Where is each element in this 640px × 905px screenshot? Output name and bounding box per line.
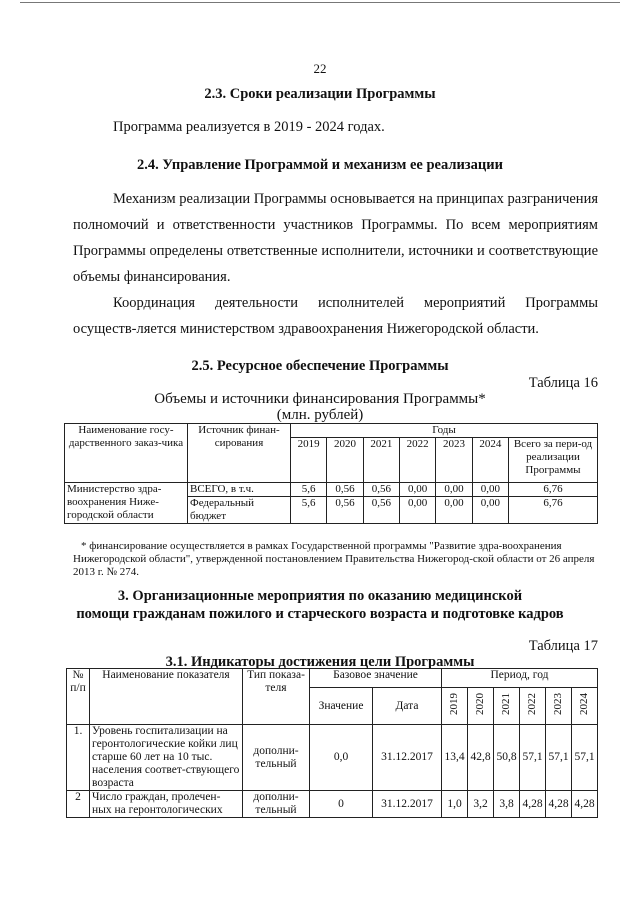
value-cell: 5,6 bbox=[291, 483, 327, 497]
row-value: 0 bbox=[310, 791, 373, 818]
table-16-footnote: * финансирование осуществляется в рамках Государственной программы "Развитие здра-воохранения Нижегородской области", утвержденной постановлением Правительства Нижегород-ской области от 26 апреля 2013 г. № 274. bbox=[73, 540, 595, 578]
total-cell: 6,76 bbox=[509, 497, 598, 524]
section-2-4-paragraph-2: Координация деятельности исполнителей мероприятий Программы осуществ-ляется министерством здравоохранения Нижегородской области. bbox=[73, 295, 598, 337]
value-cell: 0,00 bbox=[399, 483, 435, 497]
row-year-value: 3,8 bbox=[494, 791, 520, 818]
table-16-label: Таблица 16 bbox=[528, 375, 598, 391]
row-year-value: 3,2 bbox=[468, 791, 494, 818]
customer-cell: Министерство здра-воохранения Ниже-городской области bbox=[65, 483, 188, 524]
table-row bbox=[67, 791, 598, 818]
value-cell: 0,56 bbox=[327, 497, 363, 524]
header-year: 2021 bbox=[494, 688, 520, 725]
row-type: дополни-тельный bbox=[243, 791, 310, 818]
row-year-value: 42,8 bbox=[468, 725, 494, 791]
table-16-units: (млн. рублей) bbox=[276, 407, 364, 423]
header-customer: Наименование госу-дарственного заказ-чика bbox=[65, 424, 188, 483]
row-year-value: 57,1 bbox=[520, 725, 546, 791]
row-year-value: 13,4 bbox=[442, 725, 468, 791]
header-type: Тип показа-теля bbox=[243, 669, 310, 725]
header-base: Базовое значение bbox=[310, 669, 442, 688]
table-row bbox=[67, 725, 598, 791]
row-year-value: 1,0 bbox=[442, 791, 468, 818]
source-cell: ВСЕГО, в т.ч. bbox=[188, 483, 291, 497]
value-cell: 0,56 bbox=[363, 497, 399, 524]
row-indicator: Уровень госпитализации на геронтологические койки лиц старше 60 лет на 10 тыс. населения соответ-ствующего возраста bbox=[90, 725, 243, 791]
table-header-row bbox=[67, 669, 598, 688]
table-16-caption: Объемы и источники финансирования Программы* bbox=[154, 391, 486, 407]
header-date: Дата bbox=[373, 688, 442, 725]
row-year-value: 4,28 bbox=[572, 791, 598, 818]
header-year: 2024 bbox=[472, 438, 508, 483]
value-cell: 0,56 bbox=[327, 483, 363, 497]
header-year: 2022 bbox=[399, 438, 435, 483]
header-year: 2019 bbox=[291, 438, 327, 483]
indicators-table bbox=[66, 668, 598, 818]
header-years: Годы bbox=[291, 424, 598, 438]
section-2-4-heading: 2.4. Управление Программой и механизм ее реализации bbox=[137, 157, 503, 173]
value-cell: 0,00 bbox=[399, 497, 435, 524]
row-num: 1. bbox=[67, 725, 90, 791]
header-source: Источник финан-сирования bbox=[188, 424, 291, 483]
header-indicator: Наименование показателя bbox=[90, 669, 243, 725]
section-2-3-heading: 2.3. Сроки реализации Программы bbox=[204, 86, 436, 102]
value-cell: 0,56 bbox=[363, 483, 399, 497]
value-cell: 0,00 bbox=[436, 483, 472, 497]
row-num: 2 bbox=[67, 791, 90, 818]
section-3-heading-line-2: помощи гражданам пожилого и старческого возраста и подготовке кадров bbox=[76, 606, 564, 622]
header-value: Значение bbox=[310, 688, 373, 725]
header-year: 2021 bbox=[363, 438, 399, 483]
section-2-4-paragraph-1: Механизм реализации Программы основывается на принципах разграничения полномочий и ответственности участников Программы. По всем мероприятиям Программы определены ответственные исполнители, источники и соответствующие объемы финансирования. bbox=[73, 191, 598, 285]
section-3-heading-line-1: 3. Организационные мероприятия по оказанию медицинской bbox=[117, 588, 523, 604]
header-year: 2023 bbox=[546, 688, 572, 725]
total-cell: 6,76 bbox=[509, 483, 598, 497]
page-number: 22 bbox=[313, 61, 327, 76]
section-2-3-text: Программа реализуется в 2019 - 2024 годах. bbox=[113, 119, 385, 135]
header-year: 2020 bbox=[468, 688, 494, 725]
row-year-value: 50,8 bbox=[494, 725, 520, 791]
row-date: 31.12.2017 bbox=[373, 791, 442, 818]
table-17-label: Таблица 17 bbox=[528, 638, 598, 654]
value-cell: 0,00 bbox=[472, 497, 508, 524]
table-header-row bbox=[65, 424, 598, 438]
section-2-5-heading: 2.5. Ресурсное обеспечение Программы bbox=[191, 358, 449, 374]
header-year: 2020 bbox=[327, 438, 363, 483]
financing-table bbox=[64, 423, 598, 524]
row-indicator: Число граждан, пролечен-ных на геронтологических bbox=[90, 791, 243, 818]
header-year: 2024 bbox=[572, 688, 598, 725]
value-cell: 0,00 bbox=[436, 497, 472, 524]
value-cell: 5,6 bbox=[291, 497, 327, 524]
header-year: 2019 bbox=[442, 688, 468, 725]
row-type: дополни-тельный bbox=[243, 725, 310, 791]
row-year-value: 4,28 bbox=[546, 791, 572, 818]
row-year-value: 57,1 bbox=[546, 725, 572, 791]
header-year: 2023 bbox=[436, 438, 472, 483]
value-cell: 0,00 bbox=[472, 483, 508, 497]
header-year: 2022 bbox=[520, 688, 546, 725]
table-row bbox=[65, 483, 598, 497]
header-period: Период, год bbox=[442, 669, 598, 688]
header-num: № п/п bbox=[67, 669, 90, 725]
source-cell: Федеральный бюджет bbox=[188, 497, 291, 524]
header-total: Всего за пери-од реализации Программы bbox=[509, 438, 598, 483]
row-date: 31.12.2017 bbox=[373, 725, 442, 791]
row-year-value: 57,1 bbox=[572, 725, 598, 791]
top-rule bbox=[20, 2, 620, 3]
section-3-1-heading: 3.1. Индикаторы достижения цели Программы bbox=[165, 654, 475, 670]
row-value: 0,0 bbox=[310, 725, 373, 791]
row-year-value: 4,28 bbox=[520, 791, 546, 818]
